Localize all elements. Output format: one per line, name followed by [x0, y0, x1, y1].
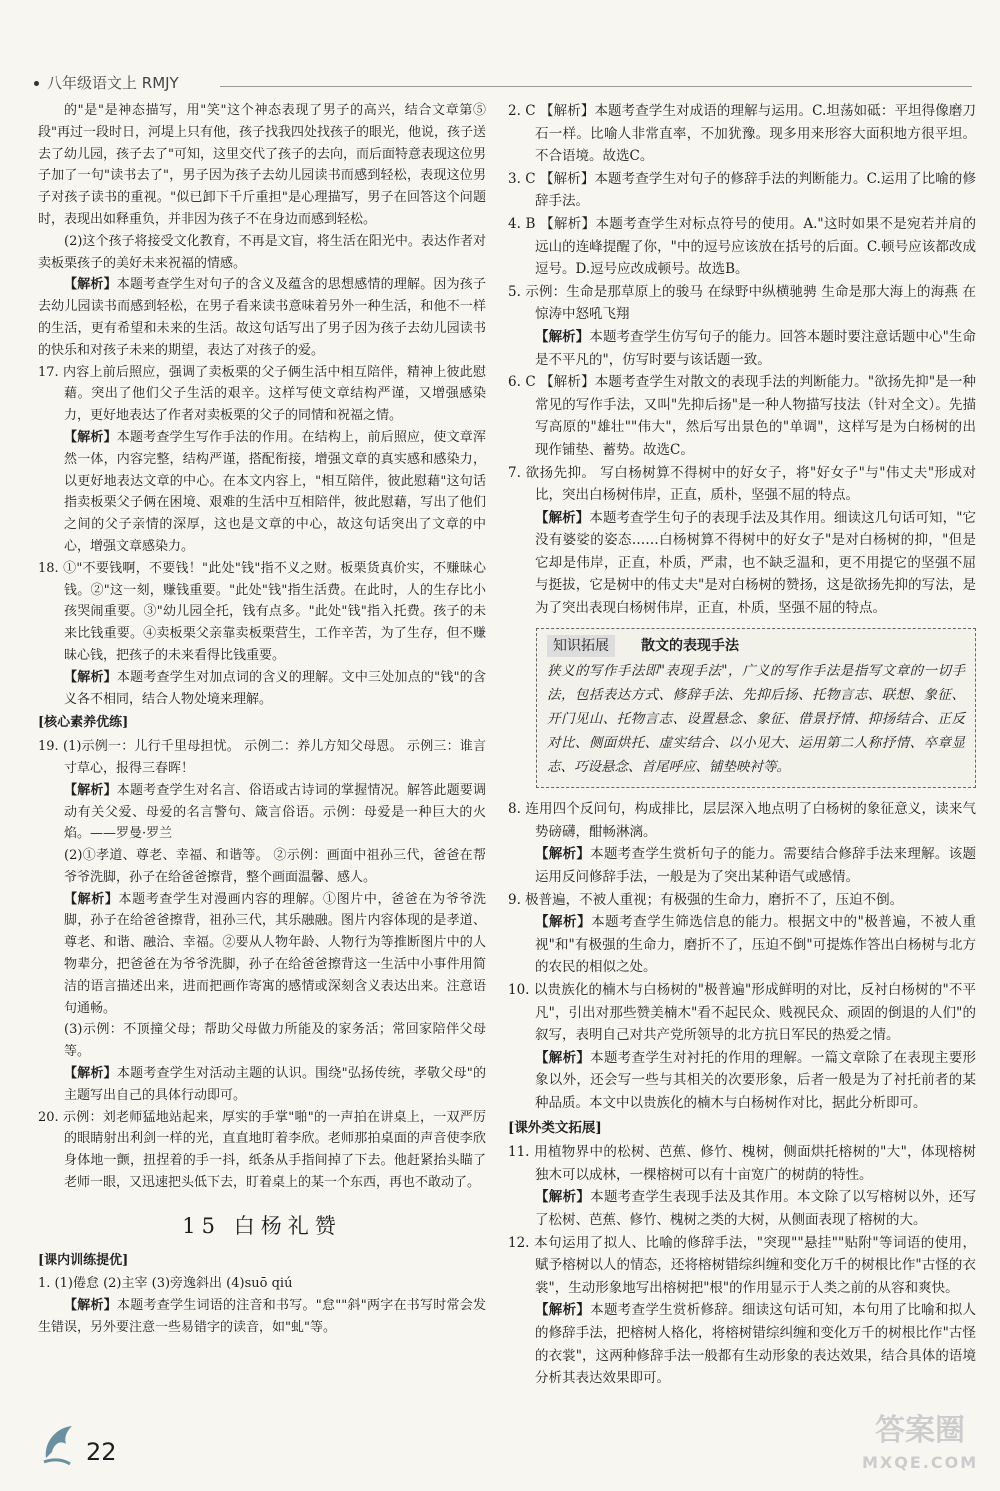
paragraph-text: 本题考查学生词语的注音和书写。"怠""斜"两字在书写时常会发生错误，另外要注意一些易错字的读音，如"虬"等。 [38, 1298, 486, 1336]
right-column [508, 100, 976, 1390]
answer-item-text: 19. (1)示例一：儿行千里母担忧。 示例二：养儿方知父母恩。 示例三：谁言寸草心，报得三春晖！ [38, 739, 486, 776]
analysis-tag: 【解析】 [64, 1066, 117, 1082]
paragraph-text: (2)这个孩子将接受文化教育，不再是文盲，将生活在阳光中。表达作者对卖板栗孩子的美好未来祝福的情感。 [38, 233, 486, 271]
answer-item-text: 7. 欲扬先抑。 写白杨树算不得树中的好女子，将"好女子"与"伟丈夫"形成对比，突出白杨树伟岸，正直，质朴，坚强不屈的特点。 [508, 464, 976, 504]
analysis-tag: 【解析】 [64, 1298, 118, 1314]
analysis-tag: 【解析】 [535, 1189, 591, 1206]
analysis-paragraph-text: 本题考查学生筛选信息的能力。根据文中的"极普遍，不被人重视"和"有极强的生命力，磨折不了，压迫不倒"可提炼作答出白杨树与北方的农民的相似之处。 [535, 914, 976, 976]
analysis-paragraph [508, 1186, 976, 1231]
analysis-paragraph-text: 本题考查学生对漫画内容的理解。①图片中，爸爸在为爷爷洗脚，孙子在给爸爸擦背，祖孙三代，其乐融融。图片内容体现的是孝道、尊老、和谐、融洽、幸福。②要从人物年龄、人物行为等推断图片中的人物辈分，把爸爸在为爷爷洗脚，孙子在给爸爸擦背这一生活中小事件用简洁的语言描述出来，进而把画作寄寓的感情或深刻含义表达出来。注意语句通畅。 [64, 891, 486, 1016]
answer-item-text: 10. 以贵族化的楠木与白杨树的"极普遍"形成鲜明的对比，反衬白杨树的"不平凡"，引出对那些赞美楠木"看不起民众、贱视民众、顽固的倒退的人们"的叙写，表明自己对共产党所领导的北方抗日军民的热爱之情。 [508, 982, 976, 1044]
header-title: 八年级语文上 RMJY [47, 74, 179, 92]
analysis-tag: 【解析】 [64, 891, 119, 907]
section-heading [38, 1250, 486, 1272]
analysis-tag: 【解析】 [64, 429, 117, 445]
watermark [862, 1415, 978, 1479]
watermark-sub: MXQE.COM [862, 1453, 979, 1472]
analysis-paragraph-text: 本题考查学生对加点词的含义的理解。文中三处加点的"钱"的含义各不相同，结合人物处境来理解。 [64, 669, 486, 707]
analysis-paragraph [508, 911, 976, 979]
section-heading-text: [课内训练提优] [38, 1252, 129, 1268]
answer-item [508, 889, 976, 912]
answer-item-text: 1. (1)倦怠 (2)主宰 (3)旁逸斜出 (4)suō qiú [38, 1276, 293, 1292]
page-number: 22 [86, 1438, 117, 1466]
answer-item [508, 371, 976, 461]
analysis-paragraph-text: 本题考查学生句子的表现手法及其作用。细读这几句话可知，"它没有婆娑的姿态……白杨树算不得树中的好女子"是对白杨树的抑，"但是它却是伟岸，正直，朴质，严肃，也不缺乏温和，更不用提它的坚强不屈与挺拔，它是树中的伟丈夫"是对白杨树的赞扬，这是欲扬先抑的写法，是为了突出表现白杨树伟岸，正直，朴质，坚强不屈的特点。 [535, 509, 977, 617]
lesson-title-text: 15 白杨礼赞 [182, 1213, 342, 1238]
dolphin-logo-icon [40, 1418, 84, 1470]
paragraph [38, 231, 486, 275]
answer-item [508, 100, 976, 168]
answer-item [508, 168, 976, 213]
analysis-paragraph-text: 本题考查学生表现手法及其作用。本文除了以写榕树以外，还写了松树、芭蕉、修竹、槐树之类的大树，从侧面表现了榕树的大。 [535, 1189, 977, 1228]
section-heading [508, 1117, 976, 1140]
analysis-paragraph [38, 1063, 486, 1107]
answer-item [38, 558, 486, 667]
answer-item [508, 798, 976, 843]
knowledge-box-subtitle: 散文的表现手法 [641, 637, 739, 654]
analysis-paragraph-text: 本题考查学生对衬托的作用的理解。一篇文章除了在表现主要形象以外，还会写一些与其相关的次要形象，后者一般是为了衬托前者的某种品质。本文中以贵族化的楠木与白杨树作对比，据此分析即可。 [535, 1049, 977, 1111]
answer-item-text: 8. 连用四个反问句，构成排比，层层深入地点明了白杨树的象征意义，读来气势磅礴，酣畅淋漓。 [508, 801, 976, 840]
answer-item [38, 736, 486, 780]
analysis-paragraph [38, 780, 486, 845]
analysis-tag: 【解析】 [535, 1049, 591, 1066]
analysis-tag: 【解析】 [535, 846, 591, 863]
analysis-tag: 【解析】 [64, 277, 117, 293]
analysis-paragraph-text: 本题考查学生赏析修辞。细读这句话可知，本句用了比喻和拟人的修辞手法，把榕树人格化，将榕树错综纠缠和变化万千的树根比作"古怪的衣裳"，这两种修辞手法一般都有生动形象的表达效果，结合具体的语境分析其表达效果即可。 [535, 1302, 977, 1387]
analysis-tag: 【解析】 [535, 328, 590, 345]
analysis-paragraph [508, 1047, 976, 1115]
answer-item [508, 1141, 976, 1186]
answer-item-text: 4. B 【解析】本题考查学生对标点符号的使用。A."这时如果不是宛若并肩的远山的连峰提醒了你，"中的逗号应该放在括号的后面。C.顿号应该都改成逗号。D.逗号应改成顿号。故选B。 [508, 215, 976, 278]
paragraph [38, 274, 486, 361]
page-header [34, 72, 179, 93]
section-heading [38, 712, 486, 734]
knowledge-box-title: 知识拓展 [547, 635, 615, 658]
analysis-paragraph-text: 本题考查学生对活动主题的认识。围绕"弘扬传统，孝敬父母"的主题写出自己的具体行动即可。 [64, 1066, 486, 1103]
analysis-paragraph [38, 427, 486, 558]
knowledge-box [536, 628, 976, 789]
paragraph [38, 100, 486, 231]
answer-item [508, 462, 976, 507]
answer-item-text: 18. ①"不要钱啊，不要钱！"此处"钱"指不义之财。板栗货真价实，不赚昧心钱。②"这一刻，赚钱重要。"此处"钱"指生活费。在此时，人的生存比小孩哭闹重要。③"幼儿园全托，钱有点多。"此处"钱"指入托费。孩子的未来比钱重要。④卖板栗父亲靠卖板栗营生，工作辛苦，为了生存，但不赚昧心钱，把孩子的未来看得比钱重要。 [38, 560, 486, 663]
analysis-tag: 【解析】 [64, 782, 117, 798]
analysis-tag: 【解析】 [535, 914, 592, 931]
answer-item [38, 1273, 486, 1295]
lesson-title [38, 1213, 486, 1238]
answer-item-text: 3. C 【解析】本题考查学生对句子的修辞手法的判断能力。C.运用了比喻的修辞手法。 [508, 170, 976, 210]
analysis-paragraph-text: (3)示例：不顶撞父母；帮助父母做力所能及的家务活；常回家陪伴父母等。 [64, 1022, 486, 1060]
answer-item [508, 979, 976, 1047]
answer-item-text: 20. 示例：刘老师猛地站起来，厚实的手掌"啪"的一声拍在讲桌上，一双严厉的眼睛射出利剑一样的光，直直地盯着李欣。老师那拍桌面的声音使李欣身体地一颤，扭捏着的手一抖，纸条从手指间掉了下去。他赶紧抬头瞄了老师一眼，又迅速把头低下去，盯着桌上的某一个东西，再也不敢动了。 [38, 1109, 486, 1191]
paragraph-text: 的"是"是神态描写，用"笑"这个神态表现了男子的高兴，结合文章第⑤段"再过一段时日，河堤上只有他，孩子找我四处找孩子的眼光，他说，孩子送去了幼儿园，孩子去了"可知，这里交代了孩子的去向，而后面特意表现这位男子加了一句"读书去了"，男子因为孩子去幼儿园读书而感到轻松，表现这位男子对孩子读书的重视。"似已卸下千斤重担"是心理描写，男子在回答这个问题时，表现出如释重负，并非因为孩子不在身边而感到轻松。 [38, 103, 486, 227]
answer-item [508, 1232, 976, 1300]
paragraph-text: 本题考查学生对句子的含义及蕴含的思想感情的理解。因为孩子去幼儿园读书而感到轻松，在男子看来读书意味着另外一种生活，和他不一样的生活，更有希望和未来的生活。故这句话写出了男子因为孩子去幼儿园读书的快乐和对孩子未来的期望，表达了对孩子的爱。 [38, 277, 486, 358]
analysis-paragraph [508, 1299, 976, 1389]
left-column [38, 100, 486, 1339]
analysis-paragraph [38, 845, 486, 889]
analysis-paragraph-text: 本题考查学生仿写句子的能力。回答本题时要注意话题中心"生命是不平凡的"，仿写时要与该话题一致。 [535, 328, 977, 368]
answer-item-text: 17. 内容上前后照应，强调了卖板栗的父子俩生活中相互陪伴，精神上彼此慰藉。突出了他们父子生活的艰辛。这样写使文章结构严谨，又增强感染力，更好地表达了作者对卖板栗的父子的同情和祝福之情。 [38, 364, 486, 424]
analysis-paragraph [508, 326, 976, 371]
analysis-paragraph-text: 本题考查学生赏析句子的能力。需要结合修辞手法来理解。该题运用反问修辞手法，一般是为了突出某种语气或感情。 [535, 846, 977, 886]
answer-item [508, 281, 976, 326]
analysis-paragraph [38, 667, 486, 711]
answer-item [508, 213, 976, 281]
knowledge-box-text: 狭义的写作手法即"表现手法"，广义的写作手法是指写文章的一切手法，包括表达方式、修辞手法、先抑后扬、托物言志、联想、象征、开门见山、托物言志、设置悬念、象征、借景抒情、抑扬结合、正反对比、侧面烘托、虚实结合、以小见大、运用第二人称抒情、卒章显志、巧设悬念、首尾呼应、铺垫映衬等。 [547, 663, 965, 776]
header-rule [220, 86, 972, 87]
section-heading-text: [课外类文拓展] [508, 1119, 602, 1136]
answer-item [38, 1107, 486, 1194]
analysis-tag: 【解析】 [535, 1302, 591, 1319]
analysis-paragraph-text: (2)①孝道、尊老、幸福、和谐等。 ②示例：画面中祖孙三代，爸爸在帮爷爷洗脚，孙子在给爸爸擦背，整个画面温馨、感人。 [64, 848, 486, 885]
analysis-paragraph [508, 507, 976, 620]
analysis-tag: 【解析】 [535, 509, 590, 526]
analysis-paragraph-text: 本题考查学生写作手法的作用。在结构上，前后照应，使文章浑然一体，内容完整，结构严谨，搭配衔接，增强文章的真实感和感染力，以更好地表达文章的中心。在本文内容上，"相互陪伴，彼此慰藉"这句话指卖板栗父子俩在困境、艰难的生活中互相陪伴，彼此慰藉，写出了他们之间的父子亲情的深厚，这也是文章的中心，故这句话突出了文章的中心，增强文章感染力。 [64, 429, 486, 554]
bullet-icon [34, 81, 39, 86]
analysis-paragraph [38, 1019, 486, 1063]
analysis-paragraph-text: 本题考查学生对名言、俗语或古诗词的掌握情况。解答此题要调动有关父爱、母爱的名言警句、箴言俗语。示例：母爱是一种巨大的火焰。——罗曼·罗兰 [64, 782, 486, 842]
answer-item-text: 2. C 【解析】本题考查学生对成语的理解与运用。C.坦荡如砥：平坦得像磨刀石一样。比喻人非常直率，不加犹豫。现多用来形容大面积地方很平坦。不合语境。故选C。 [508, 103, 976, 165]
watermark-main: 答案圈 [875, 1413, 966, 1448]
answer-item-text: 11. 用植物界中的松树、芭蕉、修竹、槐树，侧面烘托榕树的"大"，体现榕树独木可以成林，一棵榕树可以有十亩宽广的树荫的特性。 [508, 1144, 976, 1183]
answer-item [38, 362, 486, 427]
section-heading-text: [核心素养优练] [38, 715, 129, 731]
answer-item-text: 6. C 【解析】本题考查学生对散文的表现手法的判断能力。"欲扬先抑"是一种常见的写作手法，又叫"先抑后扬"是一种人物描写技法（针对全文）。先描写高原的"雄壮""伟大"，然后写出景色的"单调"，这样写是为白杨树的出现作铺垫、蓄势。故选C。 [508, 374, 976, 458]
analysis-tag: 【解析】 [64, 669, 117, 685]
analysis-paragraph [38, 889, 486, 1020]
paragraph [38, 1295, 486, 1339]
knowledge-box-header [547, 635, 965, 658]
answer-item-text: 9. 极普遍，不被人重视；有极强的生命力，磨折不了，压迫不倒。 [508, 891, 904, 908]
analysis-paragraph [508, 843, 976, 888]
answer-item-text: 12. 本句运用了拟人、比喻的修辞手法，"突现""悬挂""贴附"等词语的使用，赋予榕树以人的情态，还将榕树错综纠缠和变化万千的树根比作"古怪的衣裳"，生动形象地写出榕树把"根"的作用显示于人类之前的从容和爽快。 [508, 1234, 976, 1296]
answer-item-text: 5. 示例：生命是那草原上的骏马 在绿野中纵横驰骋 生命是那大海上的海燕 在惊涛中怒吼飞翔 [508, 283, 976, 323]
